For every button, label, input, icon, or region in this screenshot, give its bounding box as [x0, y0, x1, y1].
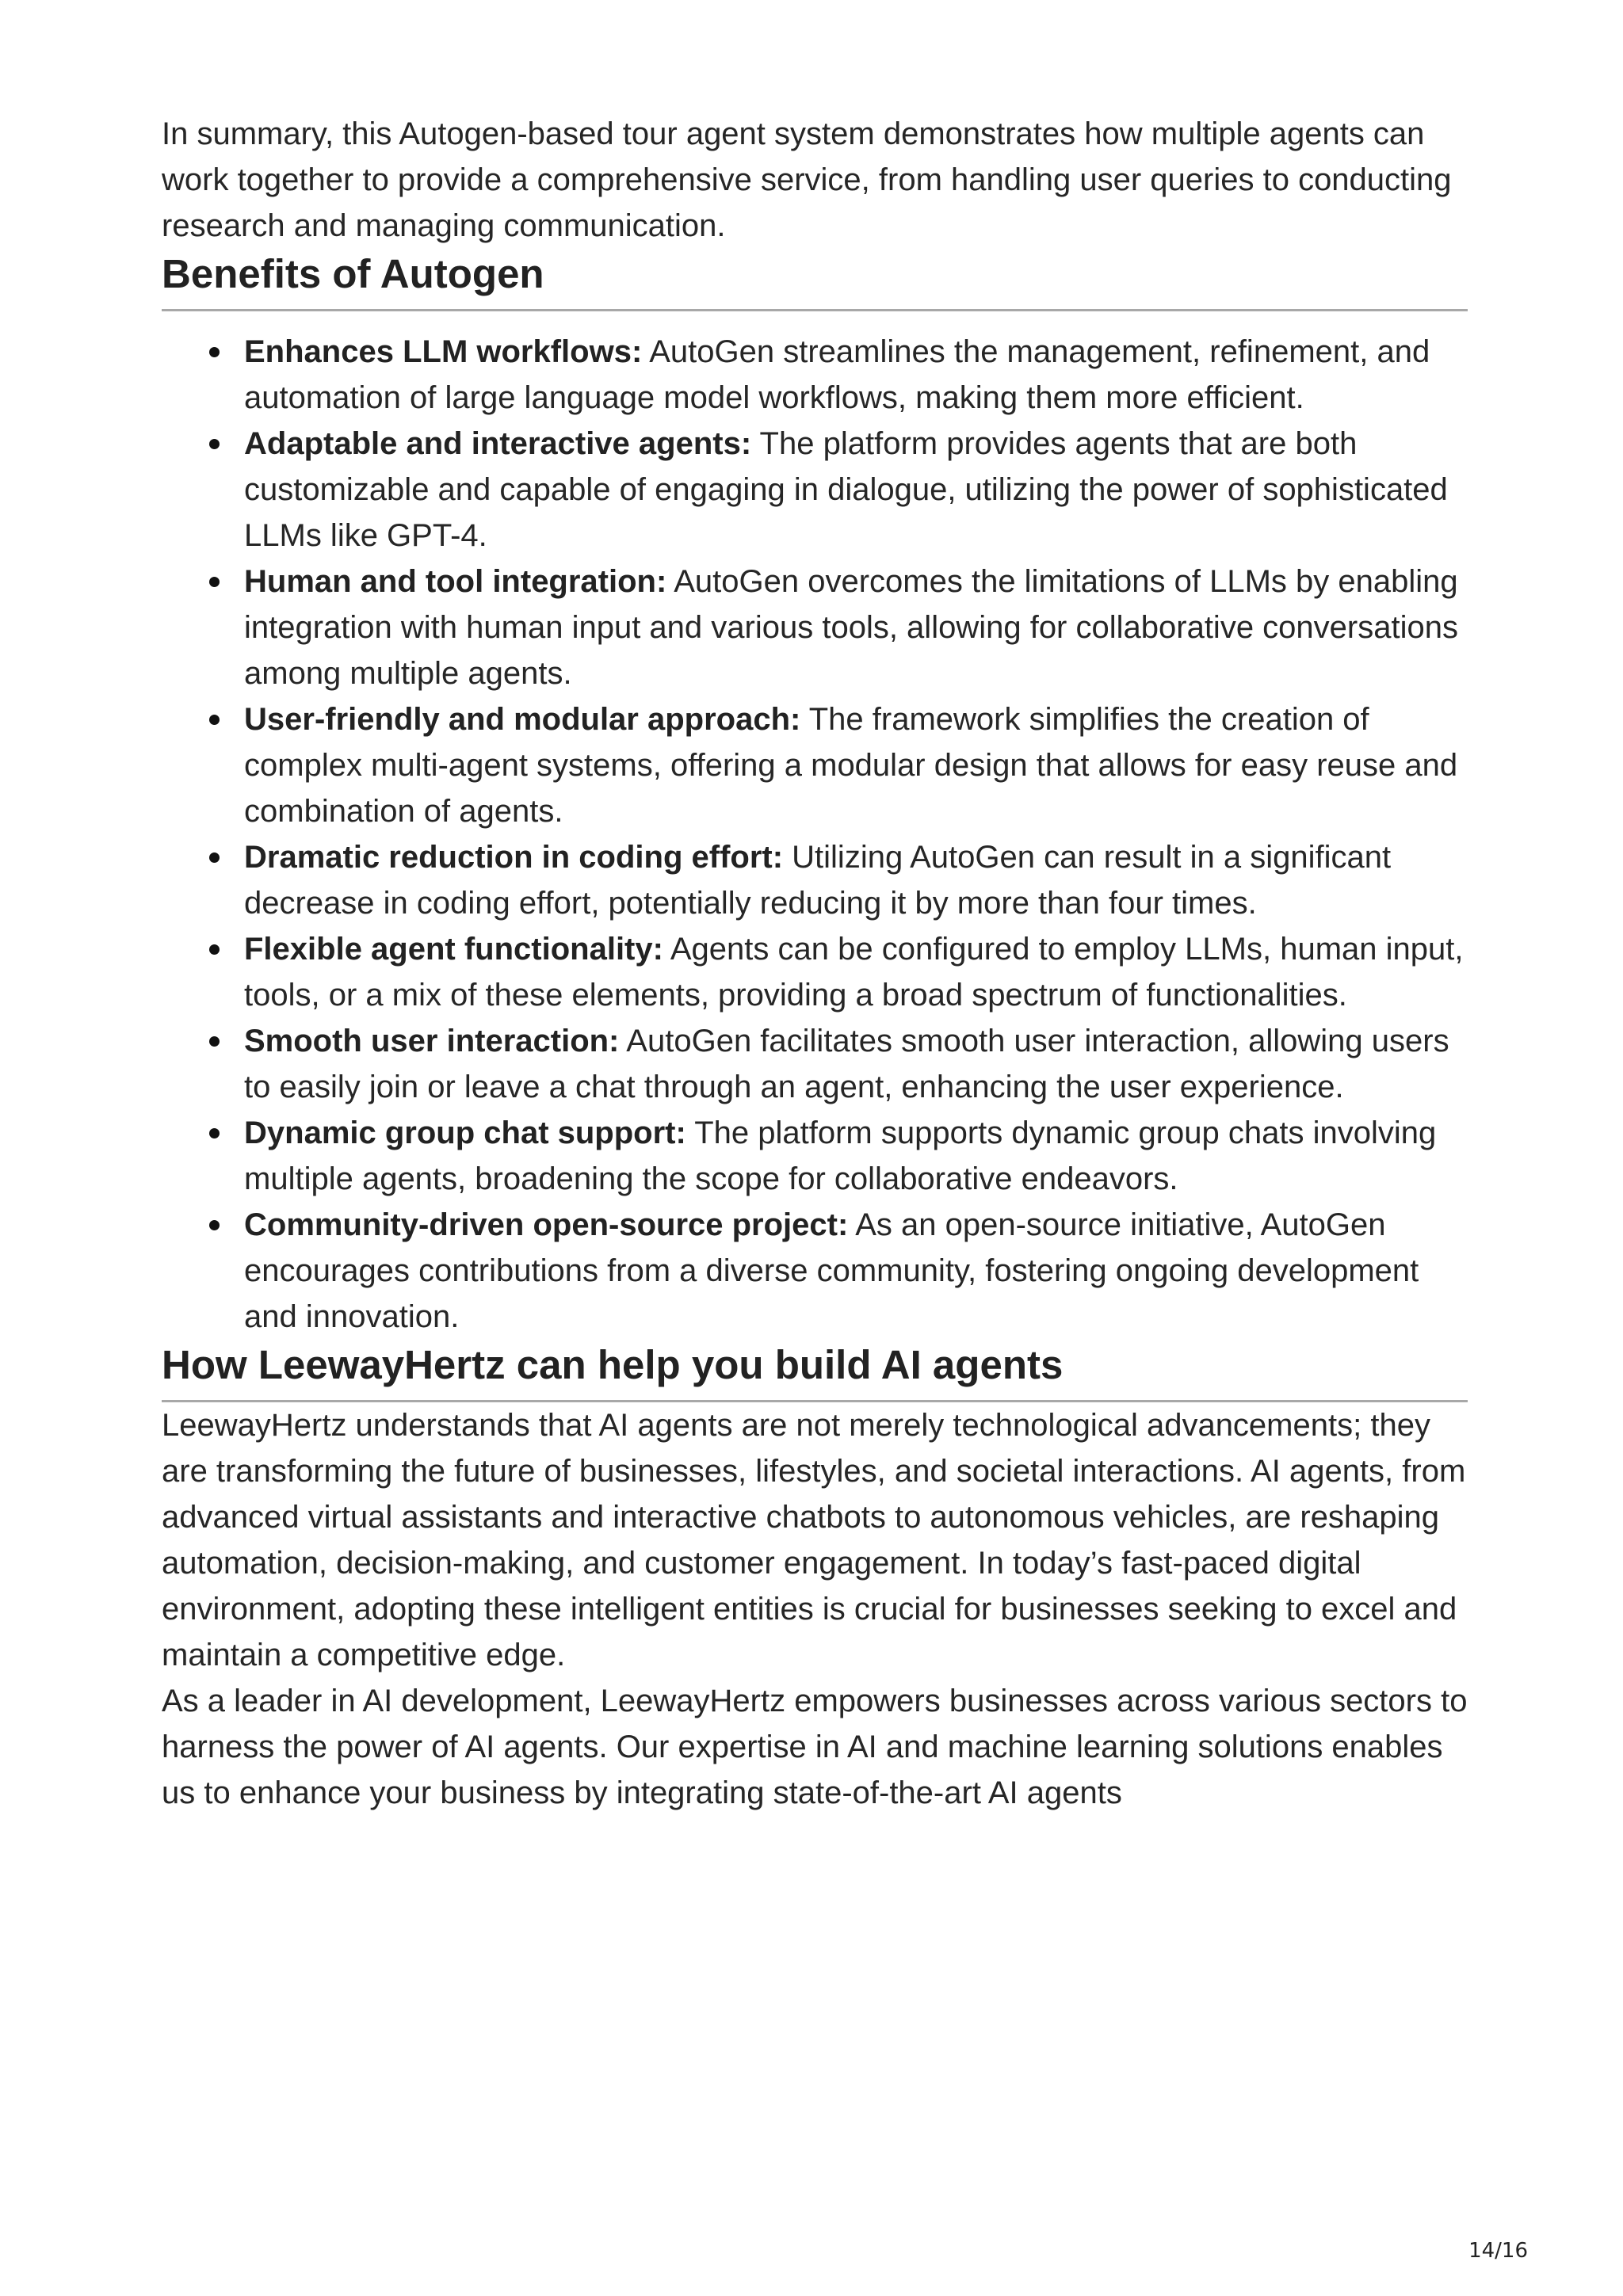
benefit-text: Agents can be configured to employ LLMs, human input, tools, or a mix of these elements, providing a broad spectrum of functionalities.	[244, 932, 1464, 1013]
benefit-item	[244, 559, 1468, 696]
leeway-paragraph-2: As a leader in AI development, LeewayHertz empowers businesses across various sectors to harness the power of AI agents. Our expertise in AI and machine learning solutions enables us to enhance your business by integrating state-of-the-art AI agents	[162, 1684, 1468, 1810]
benefit-text: The platform supports dynamic group chats involving multiple agents, broadening the scope for collaborative endeavors.	[244, 1116, 1437, 1196]
benefit-text: The framework simplifies the creation of complex multi-agent systems, offering a modular design that allows for easy reuse and combination of agents.	[244, 702, 1458, 829]
benefit-item	[244, 834, 1468, 926]
benefit-title: Human and tool integration:	[244, 564, 667, 599]
document-page	[162, 111, 1468, 1816]
benefit-title: User-friendly and modular approach:	[244, 702, 801, 737]
benefit-title: Smooth user interaction:	[244, 1024, 620, 1058]
benefits-heading: Benefits of Autogen	[162, 251, 544, 296]
benefits-heading-divider	[162, 309, 1468, 311]
benefit-text: AutoGen facilitates smooth user interaction, allowing users to easily join or leave a chat through an agent, enhancing the user experience.	[244, 1024, 1449, 1104]
benefit-text: As an open-source initiative, AutoGen encourages contributions from a diverse community, fostering ongoing development and innovation.	[244, 1207, 1419, 1334]
benefit-item	[244, 421, 1468, 559]
bullet-icon	[209, 347, 220, 357]
bullet-icon	[209, 1220, 220, 1230]
benefit-item	[244, 1110, 1468, 1202]
benefit-text: Utilizing AutoGen can result in a significant decrease in coding effort, potentially reducing it by more than four times.	[244, 840, 1392, 921]
benefit-text: AutoGen streamlines the management, refinement, and automation of large language model workflows, making them more efficient.	[244, 334, 1430, 415]
leeway-heading: How LeewayHertz can help you build AI agents	[162, 1342, 1064, 1387]
benefit-item	[244, 696, 1468, 834]
summary-paragraph: In summary, this Autogen-based tour agent system demonstrates how multiple agents can work together to provide a comprehensive service, from handling user queries to conducting research and managing communication.	[162, 116, 1452, 243]
benefit-title: Adaptable and interactive agents:	[244, 426, 752, 461]
benefit-title: Enhances LLM workflows:	[244, 334, 643, 369]
bullet-icon	[209, 577, 220, 587]
benefit-item	[244, 329, 1468, 421]
benefit-item	[244, 926, 1468, 1018]
page-number: 14/16	[1468, 2239, 1528, 2263]
benefit-item	[244, 1202, 1468, 1340]
bullet-icon	[209, 1036, 220, 1047]
benefits-list	[162, 329, 1468, 1340]
bullet-icon	[209, 852, 220, 863]
leeway-paragraph-1: LeewayHertz understands that AI agents are not merely technological advancements; they are transforming the future of businesses, lifestyles, and societal interactions. AI agents, from advanced virtual assistants and interactive chatbots to autonomous vehicles, are reshaping automation, decision-making, and customer engagement. In today’s fast-paced digital environment, adopting these intelligent entities is crucial for businesses seeking to excel and maintain a competitive edge.	[162, 1408, 1466, 1672]
bullet-icon	[209, 715, 220, 725]
benefit-title: Flexible agent functionality:	[244, 932, 663, 967]
benefit-text: The platform provides agents that are both customizable and capable of engaging in dialogue, utilizing the power of sophisticated LLMs like GPT-4.	[244, 426, 1448, 553]
benefit-title: Dynamic group chat support:	[244, 1116, 686, 1150]
benefit-title: Community-driven open-source project:	[244, 1207, 849, 1242]
benefit-text: AutoGen overcomes the limitations of LLMs by enabling integration with human input and various tools, allowing for collaborative conversations among multiple agents.	[244, 564, 1458, 691]
bullet-icon	[209, 439, 220, 449]
benefit-title: Dramatic reduction in coding effort:	[244, 840, 784, 875]
bullet-icon	[209, 1128, 220, 1138]
bullet-icon	[209, 944, 220, 955]
benefit-item	[244, 1018, 1468, 1110]
